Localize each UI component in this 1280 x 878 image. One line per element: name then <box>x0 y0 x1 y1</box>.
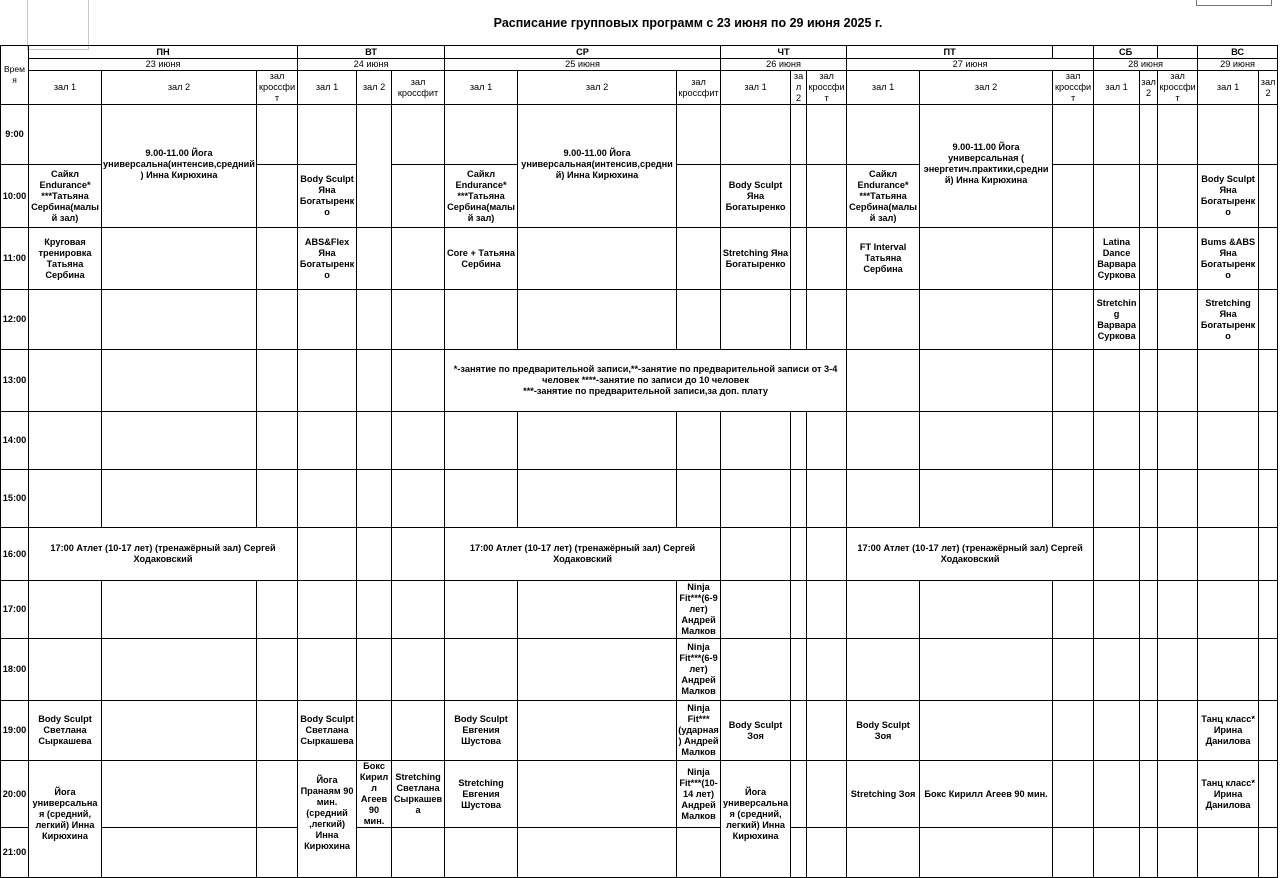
class-stretching-tue-20: Stretching Светлана Сыркашева <box>392 761 445 828</box>
time-label: 16:00 <box>1 528 29 581</box>
empty-cell <box>791 165 807 228</box>
empty-cell <box>102 290 257 350</box>
day-sat: СБ <box>1094 46 1158 59</box>
class-stretching-thu: Stretching Яна Богатыренко <box>721 228 791 290</box>
empty-cell <box>392 701 445 761</box>
hall-2: зал 2 <box>1259 71 1278 105</box>
empty-cell <box>1140 701 1158 761</box>
class-cycle-fri: Сайкл Endurance* ***Татьяна Сербина(малый зал) <box>847 165 920 228</box>
empty-cell <box>298 470 357 528</box>
empty-cell <box>257 165 298 228</box>
empty-cell <box>1140 528 1158 581</box>
empty-cell <box>920 470 1053 528</box>
empty-cell <box>392 165 445 228</box>
class-ninja-20: Ninja Fit***(10-14 лет) Андрей Малков <box>677 761 721 828</box>
empty-cell <box>920 581 1053 639</box>
date-sun: 29 июня <box>1198 59 1278 71</box>
class-ninja-18: Ninja Fit***(6-9 лет) Андрей Малков <box>677 639 721 701</box>
empty-cell <box>1259 581 1278 639</box>
empty-cell <box>1140 470 1158 528</box>
hall-2: зал 2 <box>518 71 677 105</box>
empty-cell <box>807 165 847 228</box>
class-yoga-wed: 9.00-11.00 Йога универсальная(интенсив,средний) Инна Кирюхина <box>518 105 677 228</box>
empty-cell <box>1094 350 1140 412</box>
empty-cell <box>392 105 445 165</box>
empty-cell <box>518 290 677 350</box>
empty-cell <box>392 290 445 350</box>
empty-cell <box>1158 105 1198 165</box>
time-label: 19:00 <box>1 701 29 761</box>
class-latina-sat: Latina Dance Варвара Суркова <box>1094 228 1140 290</box>
empty-cell <box>1094 639 1140 701</box>
empty-cell <box>807 290 847 350</box>
class-yoga-mon-20: Йога универсальная (средний, легкий) Инна Кирюхина <box>29 761 102 878</box>
empty-cell <box>1140 761 1158 828</box>
empty-cell <box>1140 105 1158 165</box>
empty-cell <box>1094 165 1140 228</box>
empty-cell <box>1259 105 1278 165</box>
date-mon: 23 июня <box>29 59 298 71</box>
empty-cell <box>257 105 298 165</box>
empty-cell <box>298 350 357 412</box>
empty-cell <box>920 828 1053 878</box>
empty-cell <box>357 828 392 878</box>
class-cycle-mon: Сайкл Endurance* ***Татьяна Сербина(малый зал) <box>29 165 102 228</box>
empty-cell <box>1094 828 1140 878</box>
empty-cell <box>1198 639 1259 701</box>
empty-cell <box>357 350 392 412</box>
day-tue: ВТ <box>298 46 445 59</box>
class-circuit-mon: Круговая тренировка Татьяна Сербина <box>29 228 102 290</box>
hall-1: зал 1 <box>298 71 357 105</box>
empty-cell <box>257 701 298 761</box>
hall-1: зал 1 <box>847 71 920 105</box>
empty-cell <box>807 701 847 761</box>
empty-cell <box>1158 761 1198 828</box>
empty-cell <box>357 701 392 761</box>
blank-cell <box>1053 46 1094 59</box>
class-bums-sun: Bums &ABS Яна Богатыренко <box>1198 228 1259 290</box>
class-atlet-mon: 17:00 Атлет (10-17 лет) (тренажёрный зал) Сергей Ходаковский <box>29 528 298 581</box>
empty-cell <box>1259 761 1278 828</box>
empty-cell <box>847 639 920 701</box>
empty-cell <box>392 412 445 470</box>
schedule-table <box>0 45 1278 878</box>
empty-cell <box>807 581 847 639</box>
empty-cell <box>791 290 807 350</box>
empty-cell <box>1259 350 1278 412</box>
empty-cell <box>1158 701 1198 761</box>
empty-cell <box>1053 639 1094 701</box>
time-label: 17:00 <box>1 581 29 639</box>
empty-cell <box>1198 350 1259 412</box>
frame-corner-right <box>1196 0 1272 6</box>
empty-cell <box>257 412 298 470</box>
empty-cell <box>1198 581 1259 639</box>
empty-cell <box>518 761 677 828</box>
day-thu: ЧТ <box>721 46 847 59</box>
time-label: 18:00 <box>1 639 29 701</box>
empty-cell <box>392 639 445 701</box>
empty-cell <box>1094 701 1140 761</box>
empty-cell <box>677 165 721 228</box>
empty-cell <box>29 639 102 701</box>
empty-cell <box>102 701 257 761</box>
class-dance-sun-19: Танц класс* Ирина Данилова <box>1198 701 1259 761</box>
empty-cell <box>1053 290 1094 350</box>
empty-cell <box>791 412 807 470</box>
time-header: Время <box>1 46 29 105</box>
time-label: 20:00 <box>1 761 29 828</box>
empty-cell <box>298 581 357 639</box>
hall-crossfit: зал кроссфит <box>392 71 445 105</box>
empty-cell <box>445 470 518 528</box>
empty-cell <box>847 105 920 165</box>
hall-1: зал 1 <box>1198 71 1259 105</box>
empty-cell <box>1140 165 1158 228</box>
class-yoga-mon: 9.00-11.00 Йога универсальна(интенсив,средний) Инна Кирюхина <box>102 105 257 228</box>
empty-cell <box>1053 412 1094 470</box>
empty-cell <box>29 470 102 528</box>
class-dance-sun-20: Танц класс* Ирина Данилова <box>1198 761 1259 828</box>
class-bodysculpt-sun: Body Sculpt Яна Богатыренко <box>1198 165 1259 228</box>
empty-cell <box>677 412 721 470</box>
date-fri: 27 июня <box>847 59 1094 71</box>
empty-cell <box>1158 228 1198 290</box>
time-label: 15:00 <box>1 470 29 528</box>
empty-cell <box>791 228 807 290</box>
time-label: 21:00 <box>1 828 29 878</box>
empty-cell <box>791 470 807 528</box>
empty-cell <box>298 412 357 470</box>
class-absflex-tue: ABS&Flex Яна Богатыренко <box>298 228 357 290</box>
empty-cell <box>1140 350 1158 412</box>
class-yoga-thu-20: Йога универсальная (средний, легкий) Инна Кирюхина <box>721 761 791 878</box>
empty-cell <box>1053 828 1094 878</box>
empty-cell <box>102 828 257 878</box>
empty-cell <box>1053 350 1094 412</box>
empty-cell <box>721 639 791 701</box>
empty-cell <box>1140 581 1158 639</box>
empty-cell <box>392 528 445 581</box>
empty-cell <box>920 412 1053 470</box>
empty-cell <box>920 701 1053 761</box>
empty-cell <box>392 350 445 412</box>
empty-cell <box>1094 470 1140 528</box>
empty-cell <box>1259 828 1278 878</box>
class-bodysculpt-tue: Body Sculpt Яна Богатыренко <box>298 165 357 228</box>
empty-cell <box>920 639 1053 701</box>
empty-cell <box>1259 165 1278 228</box>
empty-cell <box>791 761 807 828</box>
empty-cell <box>847 581 920 639</box>
legend-note <box>445 350 847 412</box>
empty-cell <box>847 828 920 878</box>
empty-cell <box>392 828 445 878</box>
empty-cell <box>445 581 518 639</box>
empty-cell <box>807 828 847 878</box>
time-label: 11:00 <box>1 228 29 290</box>
note-line-2: ***-занятие по предварительной записи,за доп. плату <box>523 386 768 396</box>
empty-cell <box>102 470 257 528</box>
empty-cell <box>1158 412 1198 470</box>
class-cycle-wed: Сайкл Endurance* ***Татьяна Сербина(малый зал) <box>445 165 518 228</box>
empty-cell <box>807 761 847 828</box>
empty-cell <box>102 761 257 828</box>
empty-cell <box>445 412 518 470</box>
empty-cell <box>1158 581 1198 639</box>
page-title: Расписание групповых программ с 23 июня по 29 июня 2025 г. <box>493 16 883 30</box>
empty-cell <box>1158 528 1198 581</box>
empty-cell <box>1140 639 1158 701</box>
class-core-wed: Core + Татьяна Сербина <box>445 228 518 290</box>
empty-cell <box>1140 290 1158 350</box>
empty-cell <box>518 228 677 290</box>
day-sun: ВС <box>1198 46 1278 59</box>
hall-1: зал 1 <box>29 71 102 105</box>
empty-cell <box>1198 528 1259 581</box>
empty-cell <box>721 412 791 470</box>
empty-cell <box>1094 528 1140 581</box>
hall-crossfit: зал кроссфит <box>677 71 721 105</box>
empty-cell <box>807 639 847 701</box>
class-ftinterval-fri: FT Interval Татьяна Сербина <box>847 228 920 290</box>
empty-cell <box>518 412 677 470</box>
time-label: 14:00 <box>1 412 29 470</box>
empty-cell <box>298 639 357 701</box>
empty-cell <box>1094 581 1140 639</box>
hall-crossfit: зал кроссфит <box>1159 71 1196 103</box>
empty-cell <box>257 470 298 528</box>
empty-cell <box>1158 290 1198 350</box>
empty-cell <box>721 290 791 350</box>
empty-cell <box>1053 105 1094 165</box>
class-atlet-fri: 17:00 Атлет (10-17 лет) (тренажёрный зал) Сергей Ходаковский <box>847 528 1094 581</box>
empty-cell <box>1158 828 1198 878</box>
note-line-1: *-занятие по предварительной записи,**-занятие по предварительной записи от 3-4 человек ****-занятие по записи до 10 человек <box>453 364 838 385</box>
hall-2: зал 2 <box>920 71 1053 105</box>
empty-cell <box>807 528 847 581</box>
empty-cell <box>1053 228 1094 290</box>
empty-cell <box>1053 761 1094 828</box>
empty-cell <box>257 581 298 639</box>
empty-cell <box>721 105 791 165</box>
empty-cell <box>102 412 257 470</box>
empty-cell <box>102 581 257 639</box>
empty-cell <box>1198 412 1259 470</box>
empty-cell <box>677 290 721 350</box>
hall-crossfit: зал кроссфит <box>257 71 298 105</box>
empty-cell <box>102 350 257 412</box>
empty-cell <box>357 528 392 581</box>
empty-cell <box>791 105 807 165</box>
empty-cell <box>1094 412 1140 470</box>
empty-cell <box>1158 350 1198 412</box>
time-label: 12:00 <box>1 290 29 350</box>
empty-cell <box>847 412 920 470</box>
empty-cell <box>257 828 298 878</box>
empty-cell <box>298 528 357 581</box>
class-stretching-sun: Stretching Яна Богатыренко <box>1198 290 1259 350</box>
empty-cell <box>791 581 807 639</box>
empty-cell <box>257 290 298 350</box>
class-yoga-tue-20: Йога Пранаям 90 мин. (средний ,легкий) Инна Кирюхина <box>298 761 357 878</box>
empty-cell <box>1140 228 1158 290</box>
class-bodysculpt-thu-19: Body Sculpt Зоя <box>721 701 791 761</box>
empty-cell <box>1053 165 1094 228</box>
empty-cell <box>392 581 445 639</box>
empty-cell <box>721 581 791 639</box>
class-ninja-19: Ninja Fit***(ударная) Андрей Малков <box>677 701 721 761</box>
empty-cell <box>1158 639 1198 701</box>
empty-cell <box>721 528 791 581</box>
empty-cell <box>357 105 392 228</box>
empty-cell <box>357 581 392 639</box>
empty-cell <box>1053 581 1094 639</box>
empty-cell <box>1259 639 1278 701</box>
day-mon: ПН <box>29 46 298 59</box>
empty-cell <box>29 105 102 165</box>
blank-cell <box>1158 46 1198 59</box>
hall-1: зал 1 <box>445 71 518 105</box>
empty-cell <box>1140 828 1158 878</box>
empty-cell <box>29 290 102 350</box>
empty-cell <box>257 761 298 828</box>
time-label: 9:00 <box>1 105 29 165</box>
class-stretching-fri-20: Stretching Зоя <box>847 761 920 828</box>
empty-cell <box>721 470 791 528</box>
date-wed: 25 июня <box>445 59 721 71</box>
empty-cell <box>102 639 257 701</box>
class-stretching-wed-20: Stretching Евгения Шустова <box>445 761 518 828</box>
empty-cell <box>1053 701 1094 761</box>
empty-cell <box>445 639 518 701</box>
class-yoga-fri: 9.00-11.00 Йога универсальная ( энергетич.практики,средний) Инна Кирюхина <box>920 105 1053 228</box>
empty-cell <box>1198 828 1259 878</box>
empty-cell <box>1094 105 1140 165</box>
empty-cell <box>807 105 847 165</box>
hall-crossfit: зал кроссфит <box>808 71 845 103</box>
empty-cell <box>445 290 518 350</box>
empty-cell <box>29 412 102 470</box>
class-box-fri-20: Бокс Кирилл Агеев 90 мин. <box>920 761 1053 828</box>
empty-cell <box>677 470 721 528</box>
hall-crossfit: зал кроссфит <box>1053 71 1094 105</box>
hall-2: зал 2 <box>357 71 392 105</box>
day-wed: СР <box>445 46 721 59</box>
empty-cell <box>1094 761 1140 828</box>
empty-cell <box>1198 470 1259 528</box>
class-ninja-17: Ninja Fit***(6-9 лет) Андрей Малков <box>677 581 721 639</box>
empty-cell <box>1158 165 1198 228</box>
empty-cell <box>791 828 807 878</box>
class-atlet-wed: 17:00 Атлет (10-17 лет) (тренажёрный зал) Сергей Ходаковский <box>445 528 721 581</box>
class-bodysculpt-wed-19: Body Sculpt Евгения Шустова <box>445 701 518 761</box>
time-label: 13:00 <box>1 350 29 412</box>
empty-cell <box>1259 701 1278 761</box>
empty-cell <box>357 470 392 528</box>
empty-cell <box>357 639 392 701</box>
class-bodysculpt-fri-19: Body Sculpt Зоя <box>847 701 920 761</box>
empty-cell <box>807 470 847 528</box>
empty-cell <box>1259 228 1278 290</box>
empty-cell <box>257 350 298 412</box>
hall-1: зал 1 <box>1094 71 1140 105</box>
empty-cell <box>518 639 677 701</box>
class-bodysculpt-thu: Body Sculpt Яна Богатыренко <box>721 165 791 228</box>
class-bodysculpt-mon-19: Body Sculpt Светлана Сыркашева <box>29 701 102 761</box>
date-thu: 26 июня <box>721 59 847 71</box>
empty-cell <box>445 828 518 878</box>
empty-cell <box>102 228 257 290</box>
hall-2: зал 2 <box>1140 71 1158 105</box>
empty-cell <box>677 828 721 878</box>
empty-cell <box>807 412 847 470</box>
date-tue: 24 июня <box>298 59 445 71</box>
empty-cell <box>1140 412 1158 470</box>
empty-cell <box>357 412 392 470</box>
empty-cell <box>1259 290 1278 350</box>
empty-cell <box>677 105 721 165</box>
date-sat: 28 июня <box>1094 59 1198 71</box>
empty-cell <box>298 290 357 350</box>
empty-cell <box>920 290 1053 350</box>
hall-2: зал 2 <box>791 71 807 105</box>
hall-2: зал 2 <box>102 71 257 105</box>
empty-cell <box>445 105 518 165</box>
empty-cell <box>29 350 102 412</box>
empty-cell <box>392 228 445 290</box>
empty-cell <box>920 350 1053 412</box>
empty-cell <box>298 105 357 165</box>
empty-cell <box>29 581 102 639</box>
empty-cell <box>518 828 677 878</box>
empty-cell <box>518 581 677 639</box>
class-bodysculpt-tue-19: Body Sculpt Светлана Сыркашева <box>298 701 357 761</box>
empty-cell <box>1053 470 1094 528</box>
empty-cell <box>791 639 807 701</box>
empty-cell <box>807 228 847 290</box>
empty-cell <box>847 470 920 528</box>
empty-cell <box>677 228 721 290</box>
empty-cell <box>392 470 445 528</box>
empty-cell <box>518 470 677 528</box>
day-fri: ПТ <box>847 46 1053 59</box>
empty-cell <box>1259 412 1278 470</box>
empty-cell <box>920 228 1053 290</box>
hall-1: зал 1 <box>721 71 791 105</box>
class-stretching-sat: Stretching Варвара Суркова <box>1094 290 1140 350</box>
empty-cell <box>1198 105 1259 165</box>
empty-cell <box>1158 470 1198 528</box>
empty-cell <box>357 228 392 290</box>
empty-cell <box>257 228 298 290</box>
empty-cell <box>1259 470 1278 528</box>
empty-cell <box>518 701 677 761</box>
time-label: 10:00 <box>1 165 29 228</box>
empty-cell <box>847 350 920 412</box>
empty-cell <box>791 701 807 761</box>
empty-cell <box>791 528 807 581</box>
empty-cell <box>357 290 392 350</box>
class-box-tue-20: Бокс Кирилл Агеев 90 мин. <box>357 761 392 828</box>
empty-cell <box>257 639 298 701</box>
empty-cell <box>847 290 920 350</box>
empty-cell <box>1259 528 1278 581</box>
